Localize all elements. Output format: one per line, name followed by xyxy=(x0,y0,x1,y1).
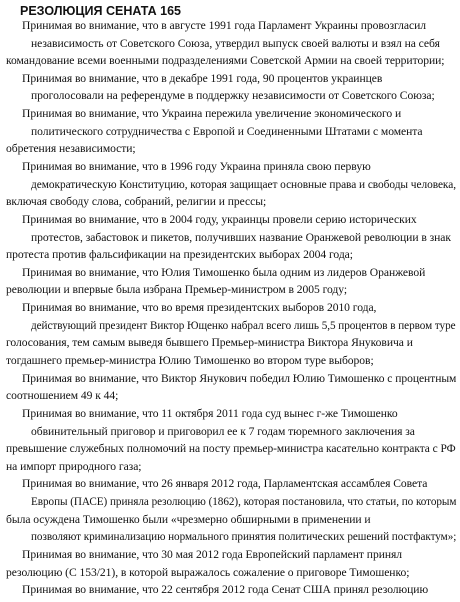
text-line: Принимая во внимание, что в августе 1991 года Парламент Украины провозгласил xyxy=(22,19,426,32)
text-line: обвинительный приговор и приговорил ее к 7 годам тюремного заключения за xyxy=(31,425,415,438)
document-title: РЕЗОЛЮЦИЯ СЕНАТА 165 xyxy=(20,4,181,18)
text-line: командование всеми военными подразделениями Советской Армии на своей территории; xyxy=(6,54,445,67)
text-line: Принимая во внимание, что 22 сентября 2012 года Сенат США принял резолюцию xyxy=(22,583,429,596)
text-line: действующий президент Виктор Ющенко набрал всего лишь 5,5 процентов в первом туре xyxy=(31,319,456,332)
text-line: позволяют криминализацию нормального принятия политических решений постфактум»; xyxy=(31,530,457,543)
text-line: протестов, забастовок и пикетов, получивших название Оранжевой революции в знак xyxy=(31,231,451,244)
text-line: Европы (ПАСЕ) приняла резолюцию (1862), которая постановила, что статьи, по которым xyxy=(31,495,457,508)
text-line: Принимая во внимание, что в декабре 1991 года, 90 процентов украинцев xyxy=(22,72,383,85)
text-line: проголосовали на референдуме в поддержку независимости от Советского Союза; xyxy=(31,89,435,102)
text-line: тогдашнего премьер-министра Юлию Тимошенко во втором туре выборов; xyxy=(6,354,374,367)
text-line: Принимая во внимание, что 26 января 2012 года, Парламентская ассамблея Совета xyxy=(22,477,428,490)
text-line: превышение служебных полномочий на посту премьер-министра касательно контракта с РФ xyxy=(6,442,456,455)
text-line: Принимая во внимание, что 11 октября 2011 года суд вынес г-же Тимошенко xyxy=(22,407,398,420)
text-line: Принимая во внимание, что Виктор Янукович победил Юлию Тимошенко с процентным xyxy=(22,372,457,385)
text-line: политического сотрудничества с Европой и Соединенными Штатами с момента xyxy=(31,125,423,138)
text-line: революции и впервые была избрана Премьер-министром в 2005 году; xyxy=(6,283,348,296)
text-line: голосования, тем самым выведя бывшего Премьер-министра Виктора Януковича и xyxy=(6,336,413,349)
text-line: независимость от Советского Союза, утвердил выпуск своей валюты и взял на себя xyxy=(31,37,440,50)
text-line: резолюцию (C 153/21), в которой выражалось сожаление о приговоре Тимошенко; xyxy=(6,566,410,579)
text-line: Принимая во внимание, что Украина пережила увеличение экономического и xyxy=(22,107,402,120)
text-line: соотношением 49 к 44; xyxy=(6,389,119,402)
text-line: была осуждена Тимошенко были «чрезмерно обширными в применении и xyxy=(6,513,371,526)
text-line: Принимая во внимание, что Юлия Тимошенко была одним из лидеров Оранжевой xyxy=(22,266,426,279)
text-line: Принимая во внимание, что в 2004 году, украинцы провели серию исторических xyxy=(22,213,417,226)
text-line: Принимая во внимание, что в 1996 году Украина приняла свою первую xyxy=(22,160,371,173)
text-line: обретения независимости; xyxy=(6,142,136,155)
text-line: включая свободу слова, собраний, религии и прессы; xyxy=(6,195,267,208)
text-line: на импорт природного газа; xyxy=(6,460,142,473)
text-line: демократическую Конституцию, которая защищает основные права и свободы человека, xyxy=(31,178,457,191)
text-line: протеста против фальсификации на президентских выборах 2004 года; xyxy=(6,248,353,261)
text-line: Принимая во внимание, что 30 мая 2012 года Европейский парламент принял xyxy=(22,548,403,561)
text-line: Принимая во внимание, что во время президентских выборов 2010 года, xyxy=(22,301,377,314)
